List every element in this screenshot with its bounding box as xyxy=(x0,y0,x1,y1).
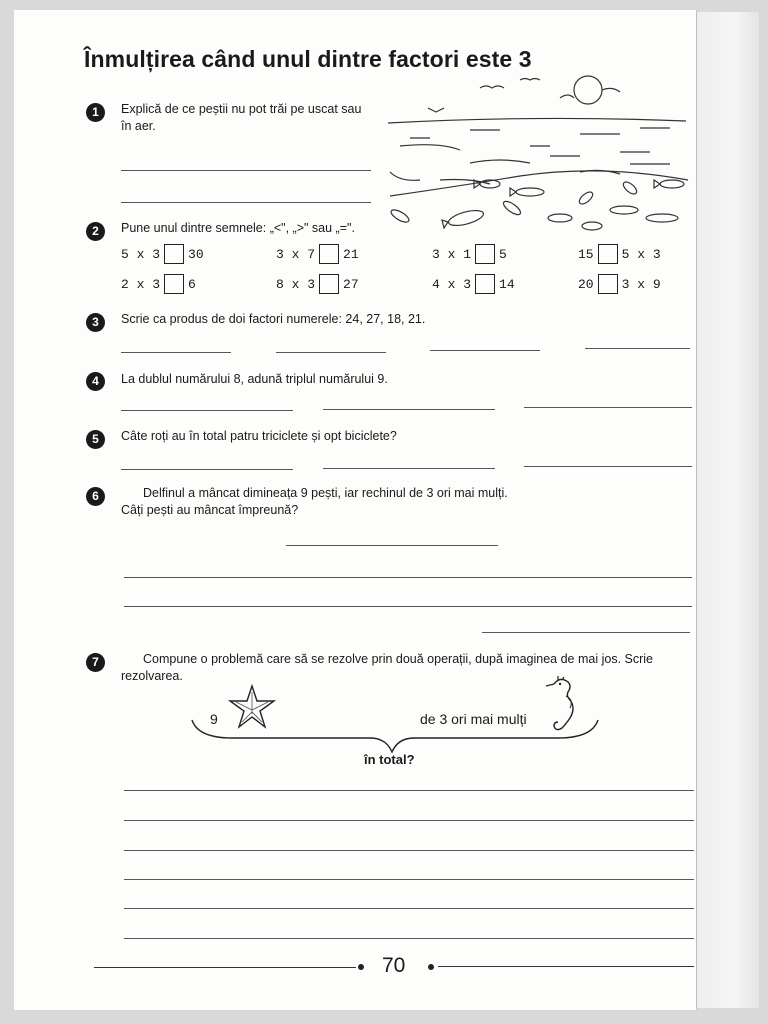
answer-line[interactable] xyxy=(124,577,692,578)
exercise-7-text-line-2: rezolvarea. xyxy=(121,669,183,683)
exercise-number: 6 xyxy=(86,487,105,506)
answer-line[interactable] xyxy=(124,850,694,851)
exercise-4-text: La dublul numărului 8, adună triplul numărului 9. xyxy=(121,372,388,386)
answer-line[interactable] xyxy=(121,410,293,411)
page-edge xyxy=(696,12,759,1008)
comparison-item: 4 x 3 14 xyxy=(432,274,515,294)
exercise-number: 2 xyxy=(86,222,105,241)
answer-box[interactable] xyxy=(598,244,618,264)
exercise-number: 5 xyxy=(86,430,105,449)
answer-box[interactable] xyxy=(164,274,184,294)
exercise-1-text-line-2: în aer. xyxy=(121,119,156,133)
exercise-number: 3 xyxy=(86,313,105,332)
answer-line[interactable] xyxy=(276,352,386,353)
exercise-2-text: Pune unul dintre semnele: „<", „>" sau „=". xyxy=(121,221,355,235)
answer-line[interactable] xyxy=(124,820,694,821)
answer-line[interactable] xyxy=(121,170,371,171)
answer-line[interactable] xyxy=(524,466,692,467)
answer-line[interactable] xyxy=(585,348,690,349)
answer-line[interactable] xyxy=(121,352,231,353)
exercise-6-text-line-2: Câți pești au mâncat împreună? xyxy=(121,503,299,517)
answer-line[interactable] xyxy=(286,545,498,546)
comparison-item: 15 5 x 3 xyxy=(578,244,661,264)
answer-line[interactable] xyxy=(124,606,692,607)
exercise-1-text-line-1: Explică de ce peștii nu pot trăi pe uscat sau xyxy=(121,102,362,116)
answer-box[interactable] xyxy=(164,244,184,264)
comparison-item: 8 x 3 27 xyxy=(276,274,359,294)
footer-rule-right xyxy=(438,966,694,967)
answer-line[interactable] xyxy=(121,469,293,470)
answer-line[interactable] xyxy=(121,202,371,203)
diagram-left-value: 9 xyxy=(210,711,218,727)
answer-line[interactable] xyxy=(430,350,540,351)
diagram-right-text: de 3 ori mai mulți xyxy=(420,711,527,727)
answer-line[interactable] xyxy=(124,908,694,909)
answer-line[interactable] xyxy=(124,790,694,791)
answer-box[interactable] xyxy=(475,274,495,294)
exercise-number: 1 xyxy=(86,103,105,122)
exercise-number: 7 xyxy=(86,653,105,672)
footer-dot-left xyxy=(358,964,364,970)
total-brace xyxy=(190,716,600,756)
answer-line[interactable] xyxy=(323,409,495,410)
answer-line[interactable] xyxy=(124,879,694,880)
exercise-5-text: Câte roți au în total patru triciclete și opt biciclete? xyxy=(121,429,397,443)
footer-rule-left xyxy=(94,967,356,968)
comparison-item: 20 3 x 9 xyxy=(578,274,661,294)
comparison-item: 2 x 3 6 xyxy=(121,274,196,294)
answer-box[interactable] xyxy=(319,274,339,294)
page-number: 70 xyxy=(382,954,406,977)
exercise-3-text: Scrie ca produs de doi factori numerele: 24, 27, 18, 21. xyxy=(121,312,426,326)
answer-box[interactable] xyxy=(475,244,495,264)
footer-dot-right xyxy=(428,964,434,970)
answer-line[interactable] xyxy=(524,407,692,408)
fish-sea-illustration xyxy=(380,68,696,238)
answer-line[interactable] xyxy=(323,468,495,469)
answer-line[interactable] xyxy=(482,632,690,633)
answer-line[interactable] xyxy=(124,938,694,939)
answer-box[interactable] xyxy=(319,244,339,264)
exercise-6-text-line-1: Delfinul a mâncat dimineața 9 pești, iar rechinul de 3 ori mai mulți. xyxy=(143,486,508,500)
exercise-7-text-line-1: Compune o problemă care să se rezolve prin două operații, după imaginea de mai jos. Scrie xyxy=(143,652,654,666)
comparison-item: 3 x 7 21 xyxy=(276,244,359,264)
exercise-number: 4 xyxy=(86,372,105,391)
diagram-total-label: în total? xyxy=(364,752,415,767)
comparison-item: 5 x 3 30 xyxy=(121,244,204,264)
comparison-item: 3 x 1 5 xyxy=(432,244,507,264)
answer-box[interactable] xyxy=(598,274,618,294)
page-title: Înmulțirea când unul dintre factori este 3 xyxy=(84,46,532,72)
